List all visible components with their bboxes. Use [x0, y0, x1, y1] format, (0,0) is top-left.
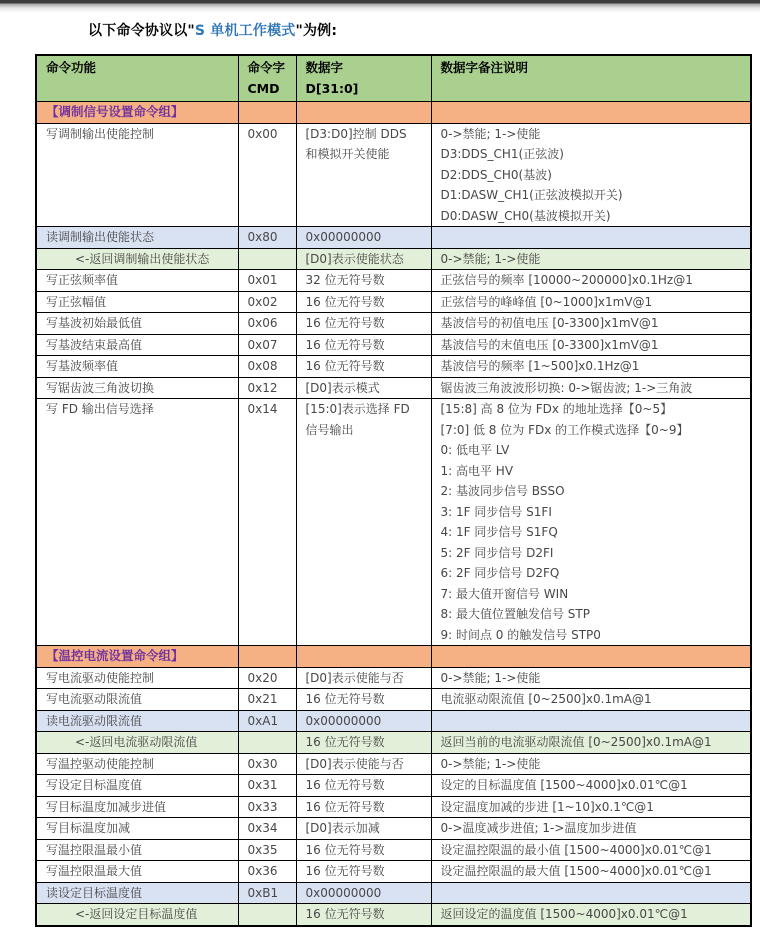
cell-notes	[431, 399, 751, 646]
cell-line	[248, 646, 292, 667]
cell-line: 16 位无符号数	[305, 864, 385, 878]
cell-cmd	[238, 839, 296, 861]
cell-cmd	[238, 710, 296, 732]
cell-cmd	[238, 646, 296, 668]
cell-line: 0xA1	[247, 713, 279, 728]
cell-line: 写温控限温最小值	[46, 842, 143, 857]
cell-line: 0x01	[247, 273, 278, 287]
cell-line: 写 FD 输出信号选择	[46, 402, 154, 416]
cell-function	[36, 882, 238, 904]
cell-line: 【调制信号设置命令组】	[46, 104, 184, 119]
cell-cmd	[238, 753, 296, 775]
cell-line: 设定的目标温度值 [1500~4000]x0.01℃@1	[440, 778, 688, 792]
cell-cmd	[238, 377, 296, 399]
cell-line: 写温控驱动使能控制	[46, 756, 155, 771]
cell-line: 0x14	[247, 402, 278, 416]
cell-line: [D0]表示使能与否	[305, 756, 404, 771]
cell-data-word	[296, 882, 431, 904]
cell-data-word	[296, 689, 431, 711]
cell-function	[36, 839, 238, 861]
cell-notes	[431, 313, 751, 335]
cell-data-word	[296, 227, 431, 249]
header-line: 数据字备注说明	[440, 60, 529, 75]
cell-notes	[431, 732, 751, 754]
cell-function	[36, 334, 238, 356]
cell-line: 0->禁能; 1->使能	[440, 126, 541, 141]
cell-function	[36, 399, 238, 646]
cell-data-word	[296, 248, 431, 270]
header-row	[36, 55, 751, 102]
cell-line: 写正弦幅值	[46, 294, 107, 309]
cell-line: 正弦信号的峰峰值 [0~1000]x1mV@1	[440, 294, 653, 309]
table-row-return	[36, 904, 751, 926]
cell-line: 和模拟开关使能	[305, 147, 390, 161]
cell-notes	[431, 839, 751, 861]
cell-line: 0x36	[247, 864, 278, 878]
table-row-return	[36, 248, 751, 270]
cell-line	[248, 102, 292, 123]
cell-data-word	[296, 313, 431, 335]
cell-data-word	[296, 861, 431, 883]
cell-line: 3: 1F 同步信号 S1FI	[440, 504, 552, 519]
cell-line: 写设定目标温度值	[46, 778, 143, 792]
cell-line: 0->禁能; 1->使能	[440, 251, 541, 266]
cell-cmd	[238, 818, 296, 840]
cell-notes	[431, 123, 751, 227]
cell-line: [D3:D0]控制 DDS	[305, 126, 407, 141]
cell-line: 5: 2F 同步信号 D2FI	[440, 545, 554, 560]
cell-line: 正弦信号的频率 [10000~200000]x0.1Hz@1	[440, 273, 693, 287]
cell-data-word	[296, 667, 431, 689]
cell-line: 8: 最大值位置触发信号 STP	[440, 607, 590, 621]
cell-line: [D0]表示使能状态	[305, 251, 404, 266]
cell-line: 0x12	[247, 380, 278, 395]
cell-line: 0x02	[247, 294, 278, 309]
cell-line: 16 位无符号数	[305, 692, 385, 706]
cell-line: 0x80	[247, 230, 278, 244]
table-row-write	[36, 775, 751, 797]
intro-prefix: 以下命令协议以"	[88, 23, 195, 39]
table-row-write	[36, 818, 751, 840]
cell-function	[36, 818, 238, 840]
cell-notes	[431, 646, 751, 668]
cell-notes	[431, 710, 751, 732]
cell-line: 16 位无符号数	[305, 316, 385, 330]
cell-notes	[431, 227, 751, 249]
cell-line: 16 位无符号数	[305, 907, 385, 921]
cell-notes	[431, 270, 751, 292]
table-row-write	[36, 689, 751, 711]
table-row-write	[36, 839, 751, 861]
cell-line: 0->温度减步进值; 1->温度加步进值	[440, 821, 637, 835]
header-cell-function	[36, 55, 238, 102]
cell-line: <-返回调制输出使能状态	[75, 251, 210, 266]
table-row-write	[36, 270, 751, 292]
cell-line: D3:DDS_CH1(正弦波)	[440, 147, 564, 161]
cell-function	[36, 732, 238, 754]
cell-cmd	[238, 291, 296, 313]
cell-line: 16 位无符号数	[305, 359, 385, 373]
cell-line: 0xB1	[247, 885, 279, 900]
header-cell-cmd	[238, 55, 296, 102]
cell-notes	[431, 248, 751, 270]
cell-line: 电流驱动限流值 [0~2500]x0.1mA@1	[440, 692, 652, 706]
cell-notes	[431, 775, 751, 797]
cell-line: [D0]表示加减	[305, 821, 380, 835]
cell-function	[36, 102, 238, 124]
header-line: D[31:0]	[305, 80, 359, 96]
cell-line: 锯齿波三角波波形切换: 0->锯齿波; 1->三角波	[440, 380, 693, 395]
cell-notes	[431, 861, 751, 883]
cell-notes	[431, 356, 751, 378]
cell-function	[36, 356, 238, 378]
table-row-read	[36, 710, 751, 732]
cell-line: 4: 1F 同步信号 S1FQ	[440, 525, 558, 539]
cell-line: 0x00000000	[305, 885, 382, 900]
table-row-write	[36, 667, 751, 689]
header-line	[441, 79, 747, 100]
cell-line	[248, 732, 292, 753]
cell-cmd	[238, 796, 296, 818]
table-row-write	[36, 356, 751, 378]
cell-line: 【温控电流设置命令组】	[46, 648, 184, 663]
cell-data-word	[296, 399, 431, 646]
cell-line: 6: 2F 同步信号 D2FQ	[440, 566, 560, 580]
cell-line: 设定温控限温的最小值 [1500~4000]x0.01℃@1	[440, 842, 712, 857]
cell-notes	[431, 667, 751, 689]
cell-line: 0: 低电平 LV	[440, 443, 510, 457]
cell-function	[36, 123, 238, 227]
cell-line: 读设定目标温度值	[46, 885, 143, 900]
cell-cmd	[238, 227, 296, 249]
intro-highlight: S 单机工作模式	[194, 23, 296, 39]
cell-notes	[431, 796, 751, 818]
cell-cmd	[238, 123, 296, 227]
cell-data-word	[296, 270, 431, 292]
table-row-section	[36, 646, 751, 668]
cell-notes	[431, 753, 751, 775]
cell-data-word	[296, 732, 431, 754]
cell-line: 32 位无符号数	[305, 273, 385, 287]
cell-line	[248, 249, 292, 270]
table-row-section	[36, 102, 751, 124]
cell-function	[36, 861, 238, 883]
cell-line: <-返回设定目标温度值	[75, 907, 198, 921]
cell-notes	[431, 689, 751, 711]
cell-line: 信号输出	[305, 422, 354, 437]
cell-data-word	[296, 710, 431, 732]
cell-cmd	[238, 882, 296, 904]
cell-line: 0x06	[247, 316, 278, 330]
cell-line: 写正弦频率值	[46, 273, 119, 287]
cell-line: 写基波结束最高值	[46, 337, 143, 352]
cell-line: 读调制输出使能状态	[46, 230, 155, 244]
cell-function	[36, 796, 238, 818]
cell-notes	[431, 818, 751, 840]
cell-line: 16 位无符号数	[305, 337, 385, 352]
cell-line: 写目标温度加减步进值	[46, 799, 167, 814]
cell-data-word	[296, 102, 431, 124]
cell-line: 0x00000000	[305, 713, 382, 728]
cell-line: [15:0]表示选择 FD	[305, 402, 410, 416]
cell-line: 设定温度加减的步进 [1~10]x0.1℃@1	[440, 799, 654, 814]
cell-data-word	[296, 839, 431, 861]
cell-line: 基波信号的末值电压 [0-3300]x1mV@1	[440, 337, 659, 352]
cell-line: 0x07	[247, 337, 278, 352]
cell-data-word	[296, 334, 431, 356]
cell-line: 16 位无符号数	[305, 294, 385, 309]
cell-line: D2:DDS_CH0(基波)	[440, 167, 552, 182]
cell-line: [D0]表示模式	[305, 380, 380, 395]
cell-notes	[431, 377, 751, 399]
cell-function	[36, 313, 238, 335]
cell-line: 0x21	[247, 692, 278, 706]
header-line: 命令功能	[46, 60, 97, 75]
cell-data-word	[296, 646, 431, 668]
table-row-write	[36, 399, 751, 646]
intro-suffix: "为例:	[295, 23, 338, 39]
cell-line: 0x34	[247, 821, 278, 835]
cell-line: 7: 最大值开窗信号 WIN	[440, 586, 569, 601]
table-row-write	[36, 313, 751, 335]
cell-function	[36, 689, 238, 711]
cell-line: 16 位无符号数	[305, 735, 385, 749]
table-row-write	[36, 753, 751, 775]
cell-data-word	[296, 123, 431, 227]
cell-line: 0x00000000	[305, 230, 382, 244]
cell-function	[36, 775, 238, 797]
cell-line: 写基波初始最低值	[46, 316, 143, 330]
table-row-write	[36, 861, 751, 883]
cell-cmd	[238, 270, 296, 292]
cell-line: 0x00	[247, 126, 278, 141]
cell-line: [D0]表示使能与否	[305, 670, 404, 685]
cell-line: 0x08	[247, 359, 278, 373]
table-row-write	[36, 123, 751, 227]
cell-data-word	[296, 904, 431, 926]
cell-line: 设定温控限温的最大值 [1500~4000]x0.01℃@1	[440, 864, 712, 878]
cell-function	[36, 291, 238, 313]
table-row-read	[36, 882, 751, 904]
cell-notes	[431, 904, 751, 926]
cell-line: 0x30	[247, 756, 278, 771]
cell-line: 写锯齿波三角波切换	[46, 380, 155, 395]
cell-line: 返回当前的电流驱动限流值 [0~2500]x0.1mA@1	[440, 735, 712, 749]
cell-cmd	[238, 356, 296, 378]
cell-line: [15:8] 高 8 位为 FDx 的地址选择【0~5】	[440, 402, 673, 416]
cell-notes	[431, 334, 751, 356]
cell-function	[36, 248, 238, 270]
page-top-shadow	[0, 0, 760, 13]
cell-data-word	[296, 775, 431, 797]
cell-data-word	[296, 818, 431, 840]
cell-line: 0x35	[247, 842, 278, 857]
cell-notes	[431, 102, 751, 124]
command-table-body	[36, 102, 751, 926]
table-row-write	[36, 377, 751, 399]
cell-function	[36, 904, 238, 926]
cell-line: <-返回电流驱动限流值	[75, 735, 198, 749]
cell-function	[36, 377, 238, 399]
intro-line	[88, 20, 760, 40]
cell-cmd	[238, 861, 296, 883]
header-line: CMD	[247, 80, 280, 96]
cell-line: 写温控限温最大值	[46, 864, 143, 878]
cell-line: 基波信号的初值电压 [0-3300]x1mV@1	[440, 316, 659, 330]
cell-line: 0x31	[247, 778, 278, 792]
cell-line: D0:DASW_CH0(基波模拟开关)	[440, 208, 611, 223]
command-protocol-table	[35, 54, 752, 927]
cell-data-word	[296, 291, 431, 313]
cell-function	[36, 753, 238, 775]
header-line	[46, 79, 234, 100]
cell-line: 0->禁能; 1->使能	[440, 756, 541, 771]
cell-function	[36, 227, 238, 249]
table-row-return	[36, 732, 751, 754]
table-row-write	[36, 291, 751, 313]
header-line: 命令字	[247, 60, 286, 75]
cell-cmd	[238, 248, 296, 270]
cell-cmd	[238, 313, 296, 335]
cell-line: [7:0] 低 8 位为 FDx 的工作模式选择【0~9】	[440, 422, 689, 437]
table-row-write	[36, 796, 751, 818]
cell-line: 16 位无符号数	[305, 842, 385, 857]
cell-line: 写基波频率值	[46, 359, 119, 373]
cell-function	[36, 646, 238, 668]
cell-cmd	[238, 399, 296, 646]
cell-line: 读电流驱动限流值	[46, 713, 143, 728]
cell-line: 写目标温度加减	[46, 821, 131, 835]
cell-line: 写电流驱动限流值	[46, 692, 143, 706]
cell-line: 写调制输出使能控制	[46, 126, 155, 141]
cell-line: 0x33	[247, 799, 278, 814]
cell-cmd	[238, 775, 296, 797]
cell-function	[36, 667, 238, 689]
cell-cmd	[238, 334, 296, 356]
cell-line: 16 位无符号数	[305, 799, 385, 814]
cell-line	[248, 904, 292, 925]
table-row-write	[36, 334, 751, 356]
cell-line: 1: 高电平 HV	[440, 463, 514, 478]
header-line: 数据字	[305, 60, 344, 75]
cell-line: 0x20	[247, 670, 278, 685]
cell-data-word	[296, 377, 431, 399]
header-cell-data-word	[296, 55, 431, 102]
cell-cmd	[238, 689, 296, 711]
cell-cmd	[238, 102, 296, 124]
cell-function	[36, 710, 238, 732]
cell-line: 写电流驱动使能控制	[46, 670, 155, 685]
cell-data-word	[296, 356, 431, 378]
cell-line: 16 位无符号数	[305, 778, 385, 792]
cell-cmd	[238, 667, 296, 689]
cell-notes	[431, 291, 751, 313]
table-row-read	[36, 227, 751, 249]
cell-cmd	[238, 732, 296, 754]
cell-cmd	[238, 904, 296, 926]
cell-notes	[431, 882, 751, 904]
cell-line: 基波信号的频率 [1~500]x0.1Hz@1	[440, 359, 640, 373]
cell-function	[36, 270, 238, 292]
cell-line: 0->禁能; 1->使能	[440, 670, 541, 685]
header-cell-notes	[431, 55, 751, 102]
cell-data-word	[296, 753, 431, 775]
table-header	[36, 55, 751, 102]
cell-line: 2: 基波同步信号 BSSO	[440, 484, 565, 498]
cell-line: 9: 时间点 0 的触发信号 STP0	[440, 627, 601, 642]
cell-data-word	[296, 796, 431, 818]
cell-line: 返回设定的温度值 [1500~4000]x0.01℃@1	[440, 907, 688, 921]
cell-line: D1:DASW_CH1(正弦波模拟开关)	[440, 188, 623, 202]
